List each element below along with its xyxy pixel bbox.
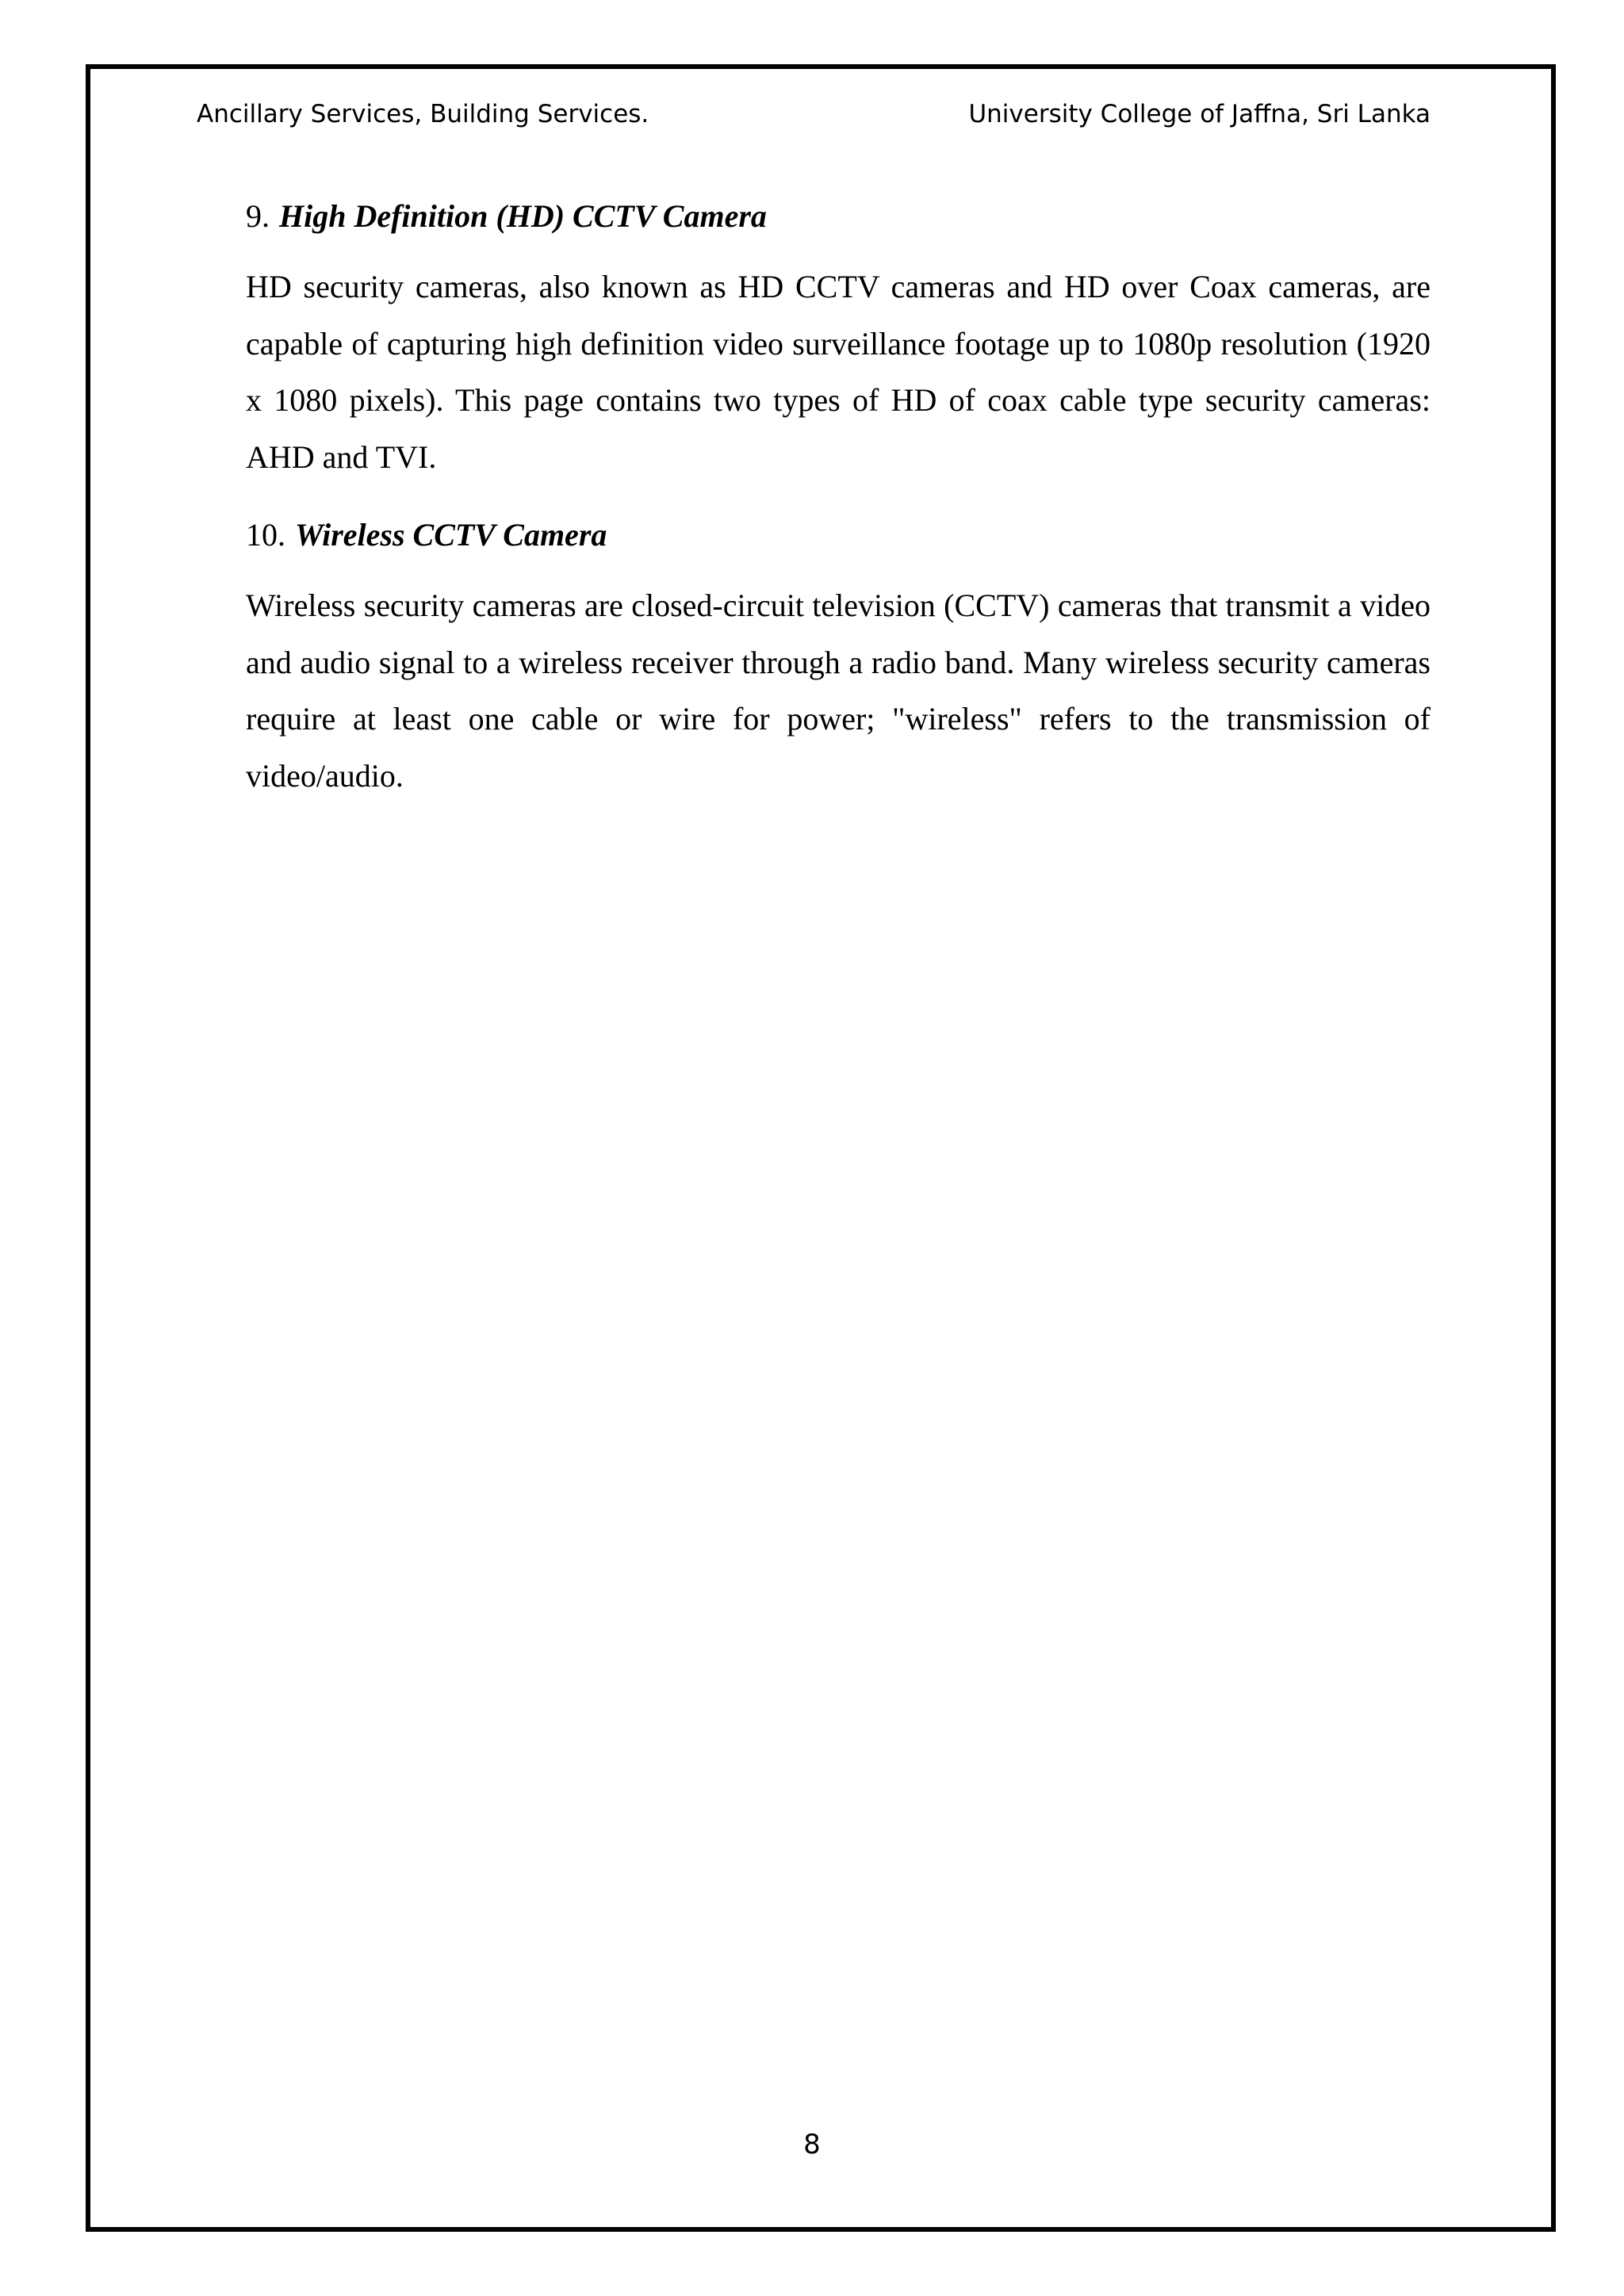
section-number: 9.	[246, 198, 270, 234]
header-right-text: University College of Jaffna, Sri Lanka	[968, 100, 1431, 128]
header-left-text: Ancillary Services, Building Services.	[197, 100, 649, 128]
section-heading-hd-cctv	[246, 193, 1431, 239]
section-number: 10.	[246, 517, 285, 553]
section-heading-wireless-cctv	[246, 512, 1431, 558]
section-title: High Definition (HD) CCTV Camera	[279, 198, 767, 234]
section-title: Wireless CCTV Camera	[295, 517, 607, 553]
running-header	[197, 98, 1431, 130]
section-paragraph-wireless-cctv: Wireless security cameras are closed-circuit television (CCTV) cameras that transmit a video and audio signal to a wireless receiver through a radio band. Many wireless security cameras require at least one cable or wire for power; "wireless" refers to the transmission of video/audio.	[246, 587, 1431, 794]
page-content	[246, 193, 1431, 804]
page-number: 8	[803, 2129, 821, 2160]
section-paragraph-hd-cctv: HD security cameras, also known as HD CCTV cameras and HD over Coax cameras, are capable of capturing high definition video surveillance footage up to 1080p resolution (1920 x 1080 pixels). This page contains two types of HD of coax cable type security cameras: AHD and TVI.	[246, 269, 1431, 475]
